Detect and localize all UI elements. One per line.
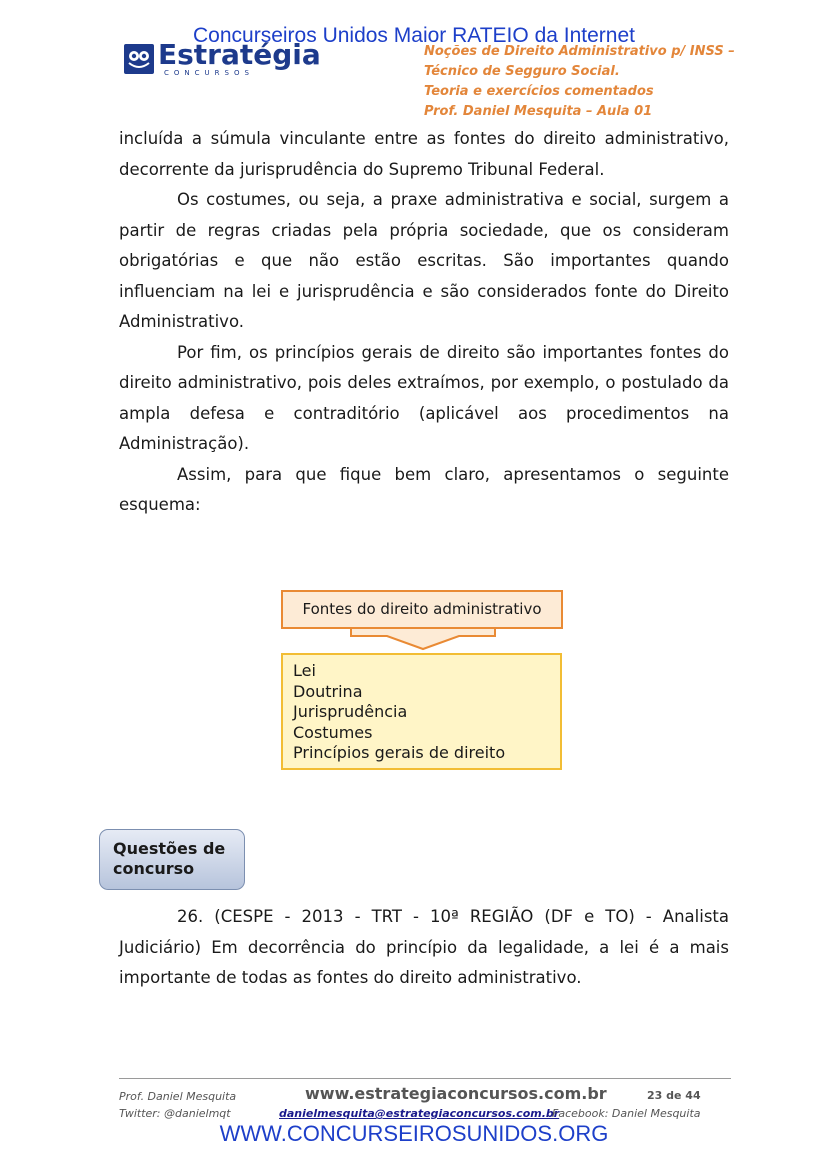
footer-twitter: Twitter: @danielmqt (119, 1107, 231, 1120)
diagram-title-box: Fontes do direito administrativo (281, 590, 563, 629)
paragraph: Os costumes, ou seja, a praxe administrativa e social, surgem a partir de regras criadas pela própria sociedade, que os consideram obrigatórias e que não estão escritas. São importantes quando influenciam na lei e jurisprudência e são considerados fonte do Direito Administrativo. (119, 190, 729, 331)
question-26 (119, 902, 729, 994)
paragraph: Por fim, os princípios gerais de direito são importantes fontes do direito administrativo, pois deles extraímos, por exemplo, o postulado da ampla defesa e contraditório (aplicável aos procedimentos na Administração). (119, 342, 729, 453)
header-line: Noções de Direito Administrativo p/ INSS – (424, 44, 735, 59)
estrategia-logo (124, 38, 324, 82)
header-line: Teoria e exercícios comentados (424, 84, 654, 99)
footer-site-link[interactable]: www.estrategiaconcursos.com.br (305, 1084, 607, 1103)
diagram-item: Costumes (293, 722, 373, 742)
footer-facebook: Facebook: Daniel Mesquita (552, 1107, 701, 1120)
diagram-item: Lei (293, 661, 316, 680)
diagram-item: Doutrina (293, 681, 363, 701)
footer-email-link[interactable]: danielmesquita@estrategiaconcursos.com.br (279, 1107, 560, 1120)
down-arrow-icon (343, 627, 503, 651)
section-label-line: concurso (113, 859, 195, 878)
page-number: 23 de 44 (647, 1089, 701, 1102)
logo-subtitle: CONCURSOS (164, 69, 254, 77)
owl-icon (124, 44, 154, 74)
question-text: 26. (CESPE - 2013 - TRT - 10ª REGIÃO (DF e TO) - Analista Judiciário) Em decorrência do princípio da legalidade, a lei é a mais importante de todas as fontes do direito administrativo. (119, 907, 729, 987)
section-label-line: Questões de (113, 839, 226, 858)
diagram-item: Jurisprudência (293, 702, 408, 721)
page-footer (119, 1082, 731, 1122)
logo-name: Estratégia (158, 38, 321, 71)
paragraph: incluída a súmula vinculante entre as fontes do direito administrativo, decorrente da jurisprudência do Supremo Tribunal Federal. (119, 129, 729, 179)
header-line: Prof. Daniel Mesquita – Aula 01 (424, 104, 653, 119)
footer-divider (119, 1078, 731, 1079)
diagram-items-box (281, 653, 562, 770)
section-label (99, 829, 245, 890)
diagram-item: Princípios gerais de direito (293, 743, 506, 762)
sources-diagram (281, 590, 563, 772)
paragraph: Assim, para que fique bem claro, apresentamos o seguinte esquema: (119, 464, 729, 514)
footer-author: Prof. Daniel Mesquita (119, 1090, 237, 1103)
body-text (119, 124, 729, 521)
watermark-top: Concurseiros Unidos Maior RATEIO da Internet (193, 24, 635, 47)
course-header (424, 42, 764, 122)
header-line: Técnico de Segguro Social. (424, 64, 620, 79)
watermark-bottom: WWW.CONCURSEIROSUNIDOS.ORG (219, 1121, 609, 1146)
